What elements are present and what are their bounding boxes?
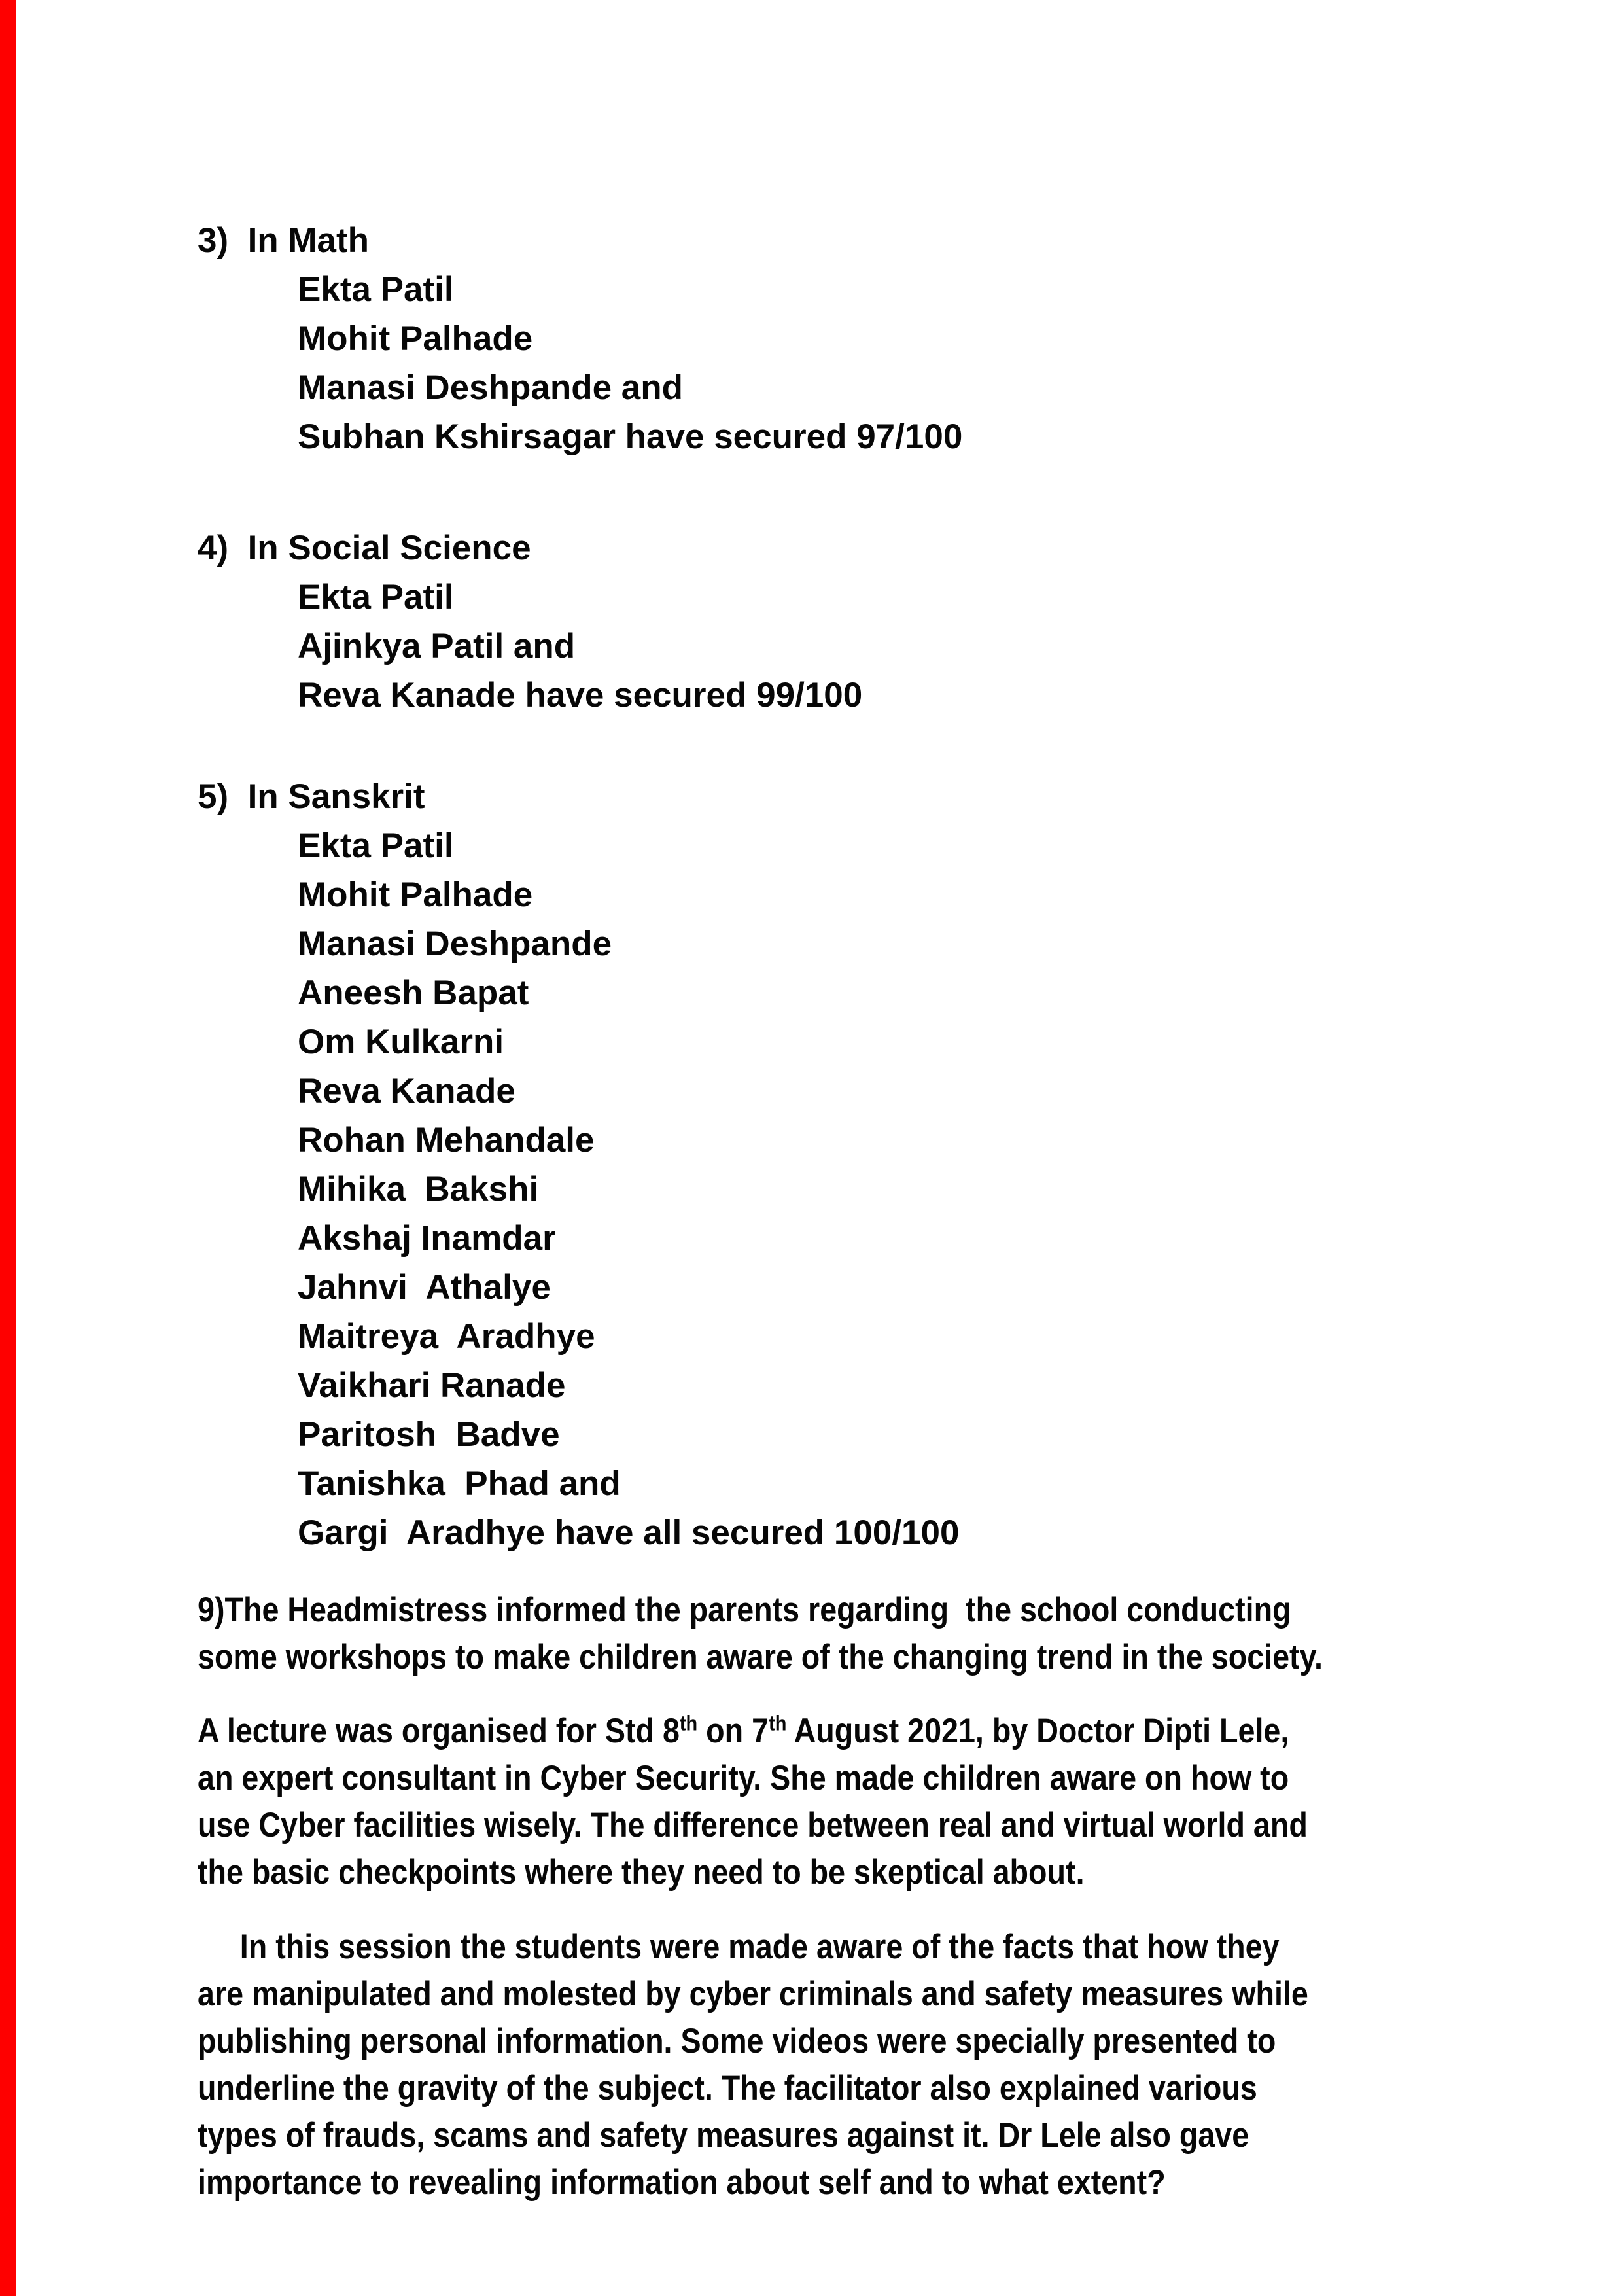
paragraph-line: publishing personal information. Some videos were specially presented to — [198, 2022, 1276, 2060]
section-heading: 5) In Sanskrit — [198, 777, 425, 816]
paragraph-line: an expert consultant in Cyber Security. She made children aware on how to — [198, 1759, 1289, 1797]
student-name-line: Gargi Aradhye have all secured 100/100 — [298, 1513, 960, 1552]
student-name-line: Manasi Deshpande — [298, 925, 612, 963]
section-heading: 3) In Math — [198, 221, 370, 260]
student-name-line: Mohit Palhade — [298, 875, 533, 914]
section-sanskrit — [198, 772, 1571, 1557]
paragraph-line — [198, 1708, 1487, 1755]
paragraph-line: importance to revealing information about self and to what extent? — [198, 2163, 1166, 2202]
section-math — [198, 216, 1571, 461]
student-name-line: Jahnvi Athalye — [298, 1268, 551, 1307]
student-name-line: Akshaj Inamdar — [298, 1219, 556, 1258]
ordinal-superscript: th — [679, 1710, 698, 1735]
student-name-line: Ajinkya Patil and — [298, 627, 576, 665]
spacer — [198, 461, 1571, 523]
paragraph-lecture — [198, 1708, 1487, 1896]
student-name-line: Om Kulkarni — [298, 1023, 504, 1061]
text-segment: August 2021, by Doctor Dipti Lele, — [786, 1712, 1289, 1750]
paragraph-line: In this session the students were made aware of the facts that how they — [198, 1928, 1280, 1966]
student-name-line: Maitreya Aradhye — [298, 1317, 595, 1356]
student-name-line: Paritosh Badve — [298, 1415, 560, 1454]
ordinal-superscript: th — [769, 1710, 787, 1735]
student-name-line: Tanishka Phad and — [298, 1464, 621, 1503]
paragraph-line: some workshops to make children aware of the changing trend in the society. — [198, 1638, 1323, 1676]
red-edge-bar — [0, 0, 16, 2296]
student-name-line: Ekta Patil — [298, 578, 454, 616]
student-name-line: Subhan Kshirsagar have secured 97/100 — [298, 417, 963, 456]
spacer — [198, 720, 1571, 772]
student-name-line: Rohan Mehandale — [298, 1121, 595, 1159]
student-name-line: Vaikhari Ranade — [298, 1366, 566, 1405]
student-name-line: Ekta Patil — [298, 270, 454, 309]
paragraph-headmistress — [198, 1587, 1487, 1681]
spacer — [198, 1681, 1571, 1708]
paragraph-line: underline the gravity of the subject. The facilitator also explained various — [198, 2069, 1257, 2108]
student-name-line: Ekta Patil — [298, 826, 454, 865]
spacer — [198, 1896, 1571, 1924]
document-content — [198, 216, 1571, 2206]
paragraph-line: use Cyber facilities wisely. The difference between real and virtual world and — [198, 1806, 1308, 1845]
spacer — [198, 1557, 1571, 1587]
paragraph-session — [198, 1924, 1487, 2206]
paragraph-line: types of frauds, scams and safety measures against it. Dr Lele also gave — [198, 2116, 1249, 2155]
section-social-science — [198, 523, 1571, 720]
student-name-line: Mihika Bakshi — [298, 1170, 539, 1209]
section-heading: 4) In Social Science — [198, 529, 531, 567]
text-segment: A lecture was organised for Std 8 — [198, 1712, 680, 1750]
student-name-line: Aneesh Bapat — [298, 974, 529, 1012]
student-name-line: Mohit Palhade — [298, 319, 533, 358]
student-name-line: Reva Kanade have secured 99/100 — [298, 676, 863, 715]
paragraph-line: are manipulated and molested by cyber criminals and safety measures while — [198, 1975, 1308, 2013]
paragraph-line: 9)The Headmistress informed the parents regarding the school conducting — [198, 1591, 1291, 1629]
student-name-line: Reva Kanade — [298, 1072, 515, 1110]
student-name-line: Manasi Deshpande and — [298, 368, 684, 407]
paragraph-line: the basic checkpoints where they need to be skeptical about. — [198, 1853, 1085, 1892]
text-segment: on 7 — [697, 1712, 769, 1750]
